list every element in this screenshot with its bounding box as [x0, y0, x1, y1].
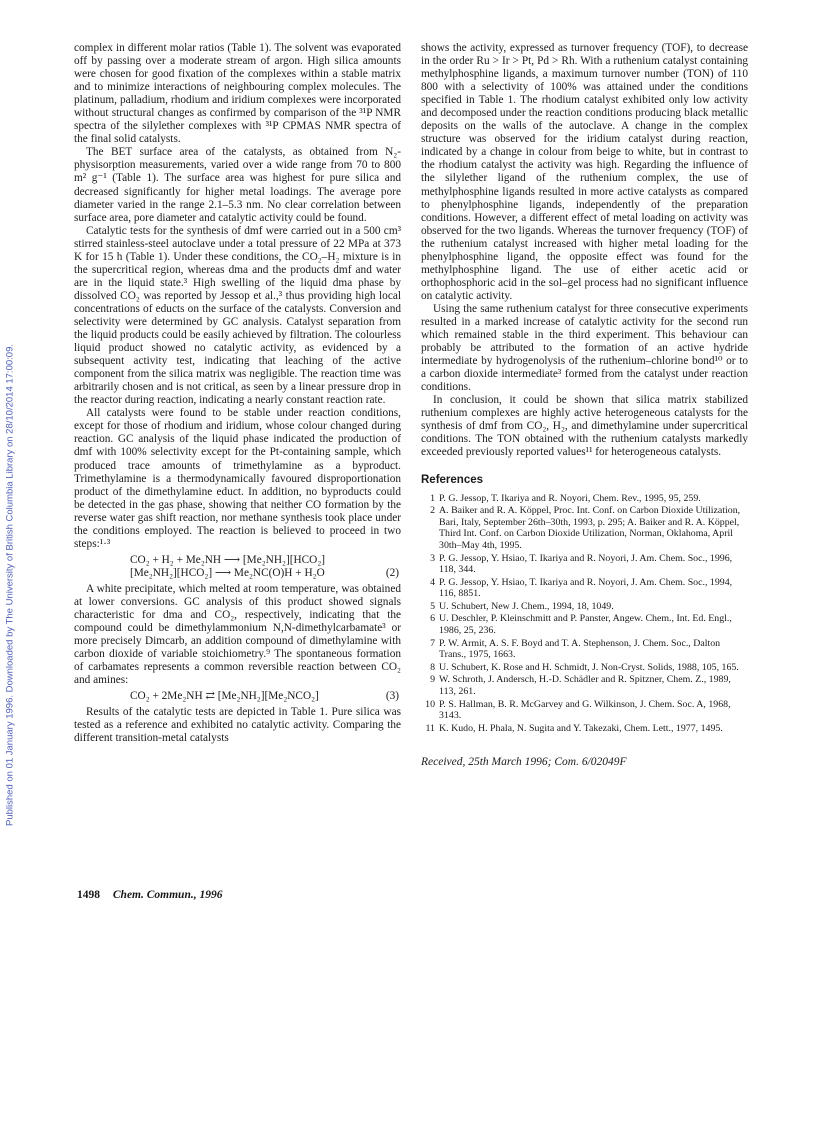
reference-text: W. Schroth, J. Andersch, H.-D. Schädler and R. Spitzner, Chem. Z., 1989, 113, 261. — [439, 674, 731, 698]
reference-item — [421, 638, 748, 661]
reference-text: A. Baiker and R. A. Köppel, Proc. Int. Conf. on Carbon Dioxide Utilization, Bari, Italy, September 26th–30th, 1993, p. 295; A. Baiker and R. A. Köppel, Third Int. Conf. on Carbon Dioxide Utilization, Norman, Oklahoma, April 30th–May 4th, 1995. — [439, 505, 741, 551]
reference-text: P. G. Jessop, T. Ikariya and R. Noyori, Chem. Rev., 1995, 95, 259. — [439, 492, 701, 504]
page-number: 1498 — [77, 889, 100, 901]
reference-text: K. Kudo, H. Phala, N. Sugita and Y. Takezaki, Chem. Lett., 1977, 1495. — [439, 722, 723, 734]
reference-number: 2 — [430, 505, 435, 517]
reference-item — [421, 662, 748, 674]
paragraph: Catalytic tests for the synthesis of dmf were carried out in a 500 cm³ stirred stainless-steel autoclave under a total pressure of 22 MPa at 373 K for 15 h (Table 1). Under these conditions, the CO₂–H₂ mixture is in the supercritical region, whereas dma and the products dmf and water are in the liquid state.³ High swelling of the liquid dma phase by dissolved CO₂ was reported by Jessop et al.,³ thus providing high local concentrations of educts on the surface of the catalysts. Conversion and selectivity were determined by GC analysis. Catalyst separation from the liquid products could be easily achieved by filtration. The colourless liquid product showed no catalytic activity, as evidenced by a subsequent activity test, indicating that leaching of the active component from the silica matrix was negligible. The reaction time was arbitrarily chosen and is not critical, as seen by a linear pressure drop in the reactor during reaction, indicating a nearly constant reaction rate. — [74, 224, 401, 407]
equation-line: CO₂ + H₂ + Me₂NH ⟶ [Me₂NH₂][HCO₂] — [130, 553, 326, 566]
reference-text: U. Deschler, P. Kleinschmitt and P. Panster, Angew. Chem., Int. Ed. Engl., 1986, 25, 236. — [439, 613, 732, 637]
reference-text: P. G. Jessop, Y. Hsiao, T. Ikariya and R. Noyori, J. Am. Chem. Soc., 1996, 118, 344. — [439, 552, 733, 576]
equation-3 — [74, 690, 401, 703]
right-column — [421, 42, 748, 769]
equation-2 — [74, 554, 401, 580]
reference-number: 4 — [430, 576, 435, 588]
reference-item — [421, 577, 748, 600]
reference-number: 5 — [430, 600, 435, 612]
page-footer — [77, 889, 222, 901]
download-note: Published on 01 January 1996. Downloaded by The University of British Columbia Library on 28/10/2014 17:00:09. — [4, 344, 16, 826]
references-heading: References — [421, 473, 484, 486]
reference-number: 7 — [430, 637, 435, 649]
received-date: Received, 25th March 1996; Com. 6/02049F — [421, 756, 627, 769]
reference-item — [421, 601, 748, 613]
equation-number: (2) — [385, 566, 399, 579]
reference-list — [421, 493, 748, 735]
reference-text: U. Schubert, K. Rose and H. Schmidt, J. Non-Cryst. Solids, 1988, 105, 165. — [439, 661, 739, 673]
equation-line: CO₂ + 2Me₂NH ⇄ [Me₂NH₂][Me₂NCO₂] — [130, 690, 319, 703]
paragraph: A white precipitate, which melted at room temperature, was obtained at lower conversions. GC analysis of this product showed signals characteristic for dma and CO₂, respectively, indicating that the compound could be dimethylammonium N,N-dimethylcarbamate³ or more precisely Dimcarb, an addition compound of dimethylamine with carbon dioxide of variable stoichiometry.⁹ The spontaneous formation of carbamates represents a common reversible reaction between CO₂ and amines: — [74, 582, 401, 687]
reference-number: 6 — [430, 613, 435, 625]
reference-item — [421, 613, 748, 636]
reference-item — [421, 493, 748, 505]
reference-number: 9 — [430, 674, 435, 686]
paragraph: complex in different molar ratios (Table 1). The solvent was evaporated off by passing over a moderate stream of argon. High silica amounts were chosen for good fixation of the complexes within a stable matrix and to minimize interactions of neighbouring complex molecules. The platinum, palladium, rhodium and iridium complexes were incorporated without structural changes as confirmed by comparison of the ³¹P NMR spectra of the silylether complexes with ³¹P CPMAS NMR spectra of the final solid catalysts. — [74, 42, 401, 146]
reference-number: 8 — [430, 661, 435, 673]
paragraph: Using the same ruthenium catalyst for three consecutive experiments resulted in a marked increase of catalytic activity for the second run which remained stable in the third experiment. This behaviour can probably be attributed to the formation of an active hydride intermediate by hydrogenolysis of the ruthenium–chlorine bond¹⁰ or to a carbon dioxide intermediate³ formed from the catalyst under reaction conditions. — [421, 302, 748, 394]
reference-text: P. G. Jessop, Y. Hsiao, T. Ikariya and R. Noyori, J. Am. Chem. Soc., 1994, 116, 8851. — [439, 576, 733, 600]
reference-item — [421, 505, 748, 551]
reference-text: P. W. Armit, A. S. F. Boyd and T. A. Stephenson, J. Chem. Soc., Dalton Trans., 1975, 1663. — [439, 637, 721, 661]
paragraph: shows the activity, expressed as turnover frequency (TOF), to decrease in the order Ru > Ir > Pt, Pd > Rh. With a ruthenium catalyst containing methylphosphine ligands, a maximum turnover number (TON) of 110 800 with a selectivity of 100% was attained under the conditions specified in Table 1. The rhodium catalyst exhibited only low activity and decomposed under the reaction conditions producing black metallic deposits on the walls of the autoclave. A change in the complex structure was observed for the iridium catalyst during reaction, indicated by a change in colour from beige to white, but in contrast to the rhodium catalyst the activity was high. Regarding the influence of the silylether ligand of the ruthenium complex, the use of methylphosphine ligands resulted in more active catalysts as compared to phenylphosphine ligands, independently of the preparation conditions. However, a different effect of metal loading on activity was observed for the two ligands. Whereas the turnover frequency (TOF) of the ruthenium catalyst increased with higher metal loading for the phenylphosphine ligand, the opposite effect was found for the methylphosphine ligand. The use of either acetic acid or orthophosphoric acid in the sol–gel process had no significant influence on catalytic activity. — [421, 42, 748, 302]
download-watermark — [0, 185, 20, 985]
paragraph: Results of the catalytic tests are depicted in Table 1. Pure silica was tested as a reference and exhibited no catalytic activity. Comparing the different transition-metal catalysts — [74, 706, 401, 745]
reference-number: 1 — [430, 492, 435, 504]
reference-item — [421, 723, 748, 735]
paragraph: All catalysts were found to be stable under reaction conditions, except for those of rhodium and iridium, whose colour changed during reaction. GC analysis of the liquid phase indicated the production of dmf with 100% selectivity except for the Pt-containing sample, which produced trace amounts of trimethylamine as a byproduct. Trimethylamine is a thermodynamically favoured disproportionation product of the dimethylamine educt. In addition, no byproducts could be detected in the gas phase, showing that neither CO formation by the reverse water gas shift reaction, nor methane synthesis took place under the conditions employed. The reaction is believed to proceed in two steps:¹·³ — [74, 407, 401, 550]
reference-item — [421, 553, 748, 576]
paragraph: In conclusion, it could be shown that silica matrix stabilized ruthenium complexes are highly active heterogeneous catalysts for the synthesis of dmf from CO₂, H₂, and dimethylamine under supercritical conditions. The TON obtained with the ruthenium catalysts markedly exceeded previously reported values¹¹ for heterogeneous catalysts. — [421, 394, 748, 459]
reference-item — [421, 699, 748, 722]
equation-number: (3) — [385, 690, 399, 703]
reference-number: 10 — [425, 698, 435, 710]
reference-item — [421, 674, 748, 697]
reference-number: 11 — [425, 722, 435, 734]
reference-number: 3 — [430, 552, 435, 564]
journal-name: Chem. Commun., 1996 — [112, 889, 223, 901]
paragraph: The BET surface area of the catalysts, as obtained from N₂-physisorption measurements, varied over a wide range from 70 to 800 m² g⁻¹ (Table 1). The surface area was highest for pure silica and decreased significantly for higher metal loadings. The average pore diameter varied in the range 2.1–5.3 nm. No clear correlation between surface area, pore diameter and catalytic activity could be found. — [74, 146, 401, 224]
reference-text: U. Schubert, New J. Chem., 1994, 18, 1049. — [439, 600, 614, 612]
equation-line: [Me₂NH₂][HCO₂] ⟶ Me₂NC(O)H + H₂O — [130, 566, 325, 579]
reference-text: P. S. Hallman, B. R. McGarvey and G. Wilkinson, J. Chem. Soc. A, 1968, 3143. — [439, 698, 731, 722]
left-column — [74, 42, 401, 745]
